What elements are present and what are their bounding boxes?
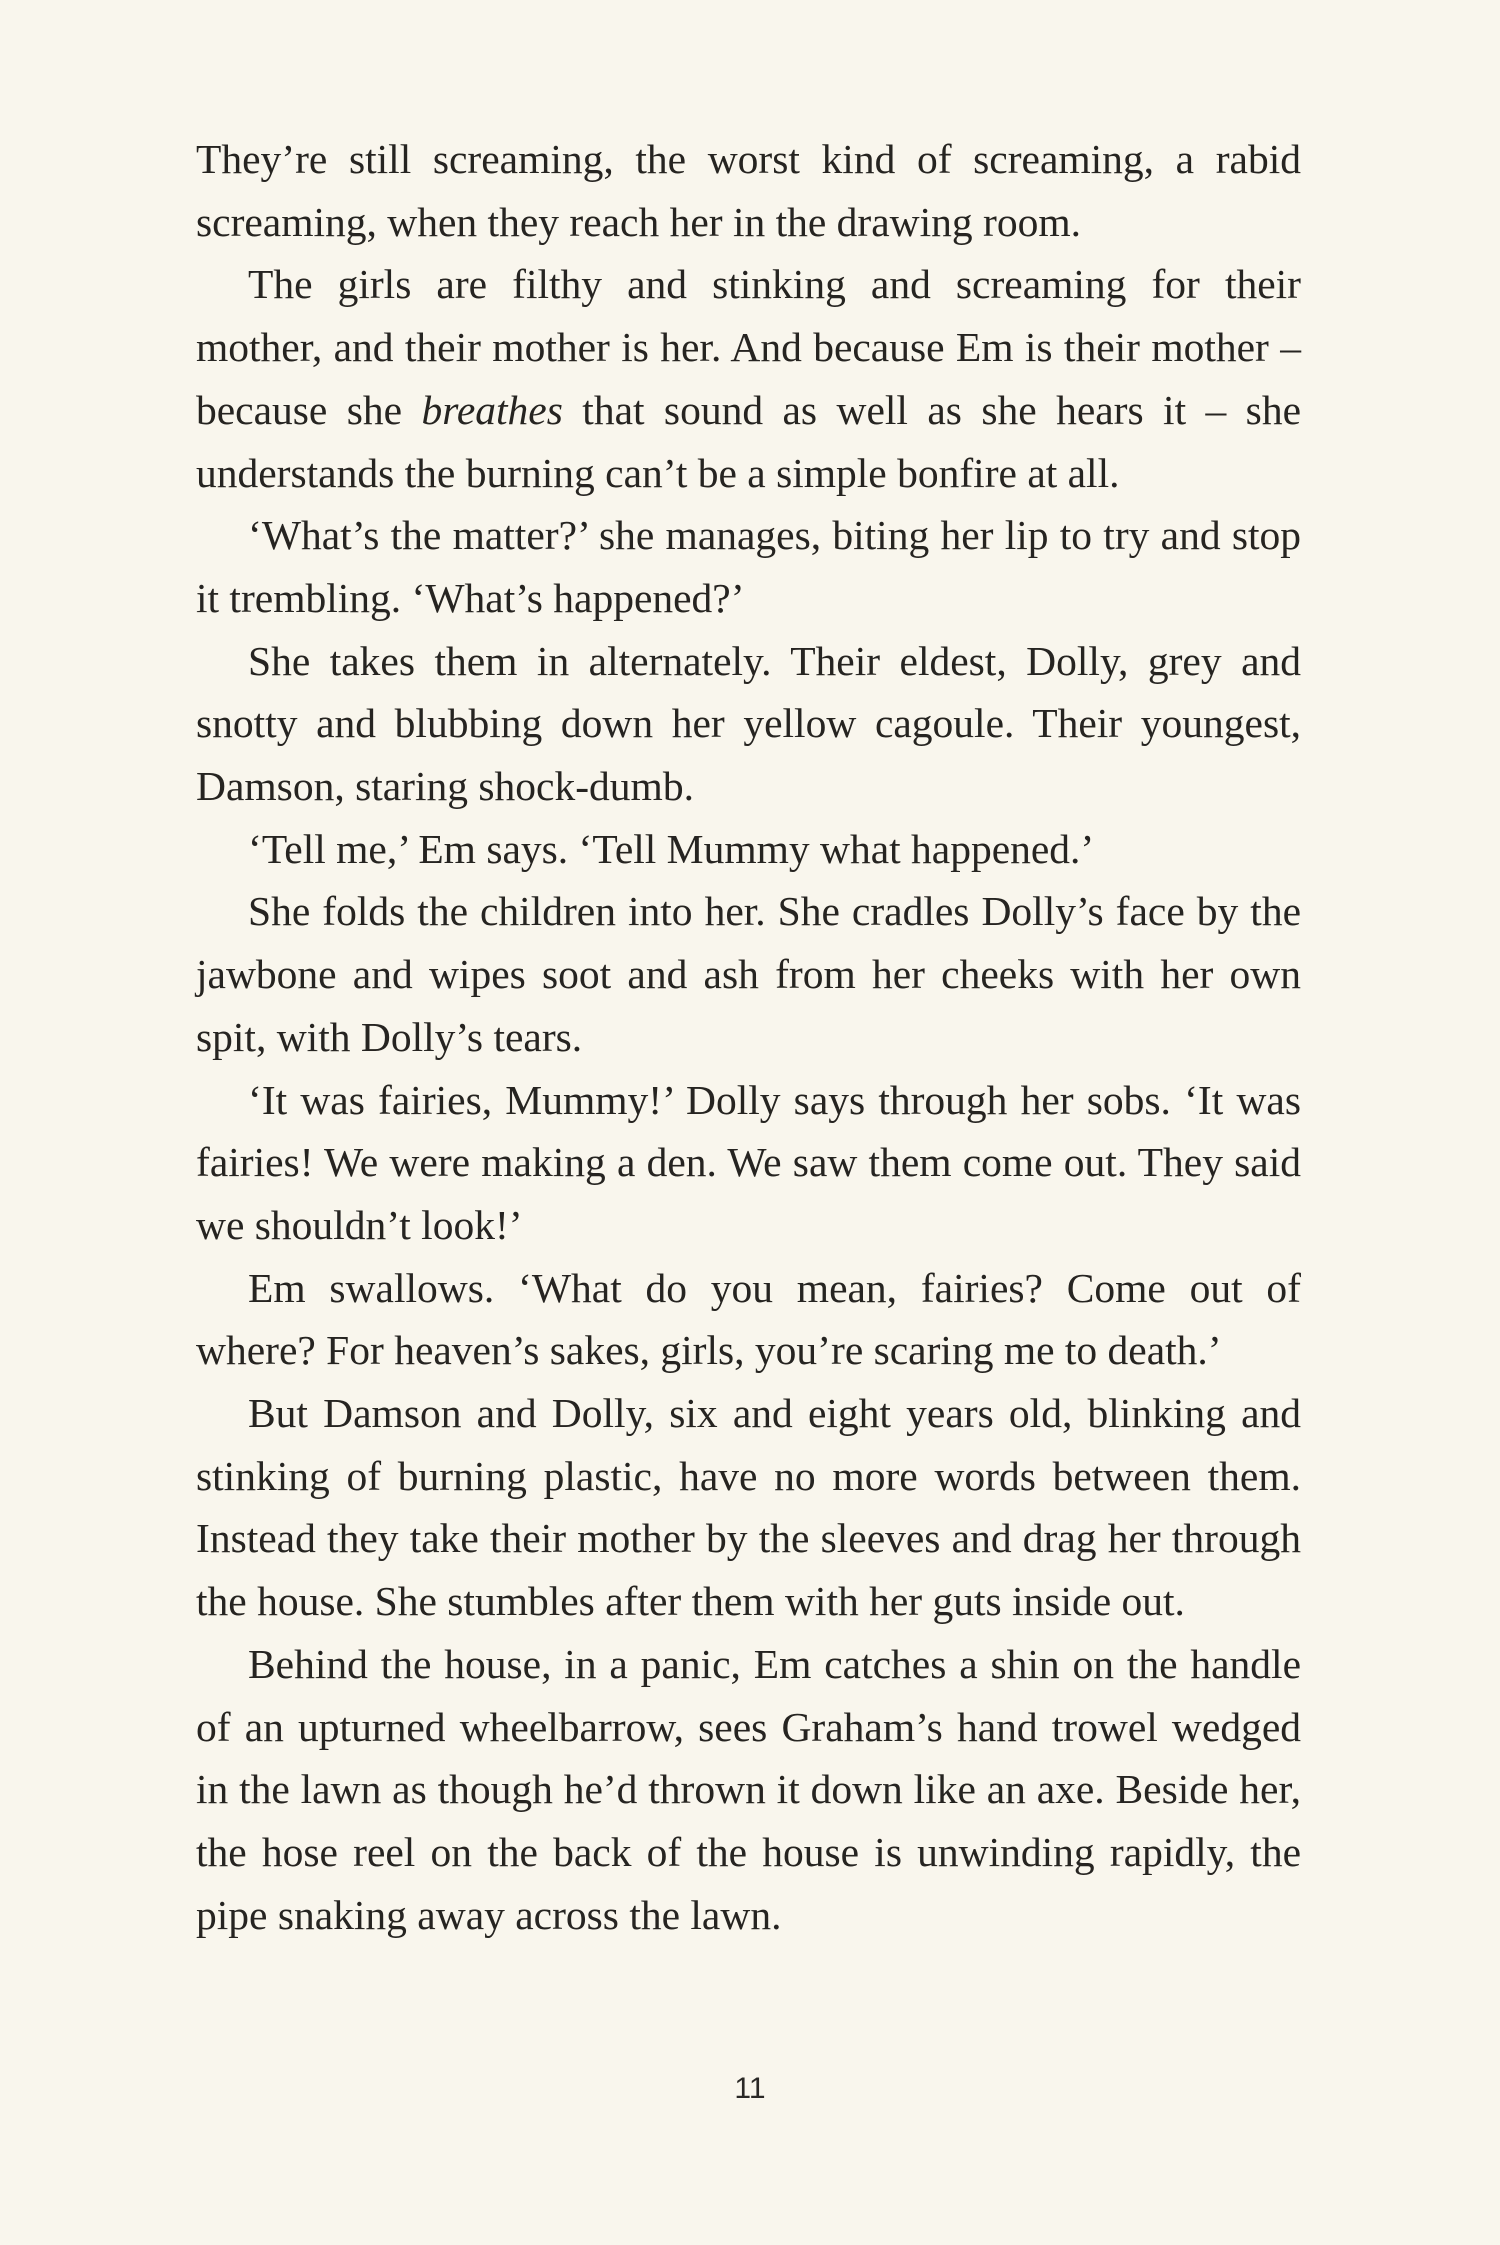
paragraph: ‘Tell me,’ Em says. ‘Tell Mummy what happened.’ — [248, 825, 1095, 872]
italic-emphasis: breathes — [421, 386, 563, 433]
paragraph: ‘It was fairies, Mummy!’ Dolly says through her sobs. ‘It was fairies! We were making a den. We saw them come out. They said we shouldn’t look!’ — [196, 1076, 1301, 1248]
paragraph: But Damson and Dolly, six and eight years old, blinking and stinking of burning plastic, have no more words between them. Instead they take their mother by the sleeves and drag her through the house. She stumbles after them with her guts inside out. — [196, 1390, 1301, 1625]
paragraph: She takes them in alternately. Their eldest, Dolly, grey and snotty and blubbing down her yellow cagoule. Their youngest, Damson, staring shock-dumb. — [196, 637, 1301, 810]
paragraph: They’re still screaming, the worst kind of screaming, a rabid screaming, when they reach her in the drawing room. — [196, 136, 1301, 245]
paragraph: The girls are filthy and stinking and screaming for their mother, and their mother is her. And because Em is their mother – because she breathes that sound as well as she hears it – she understands the burning can’t be a simple bonfire at all. — [196, 261, 1301, 496]
paragraph: She folds the children into her. She cradles Dolly’s face by the jawbone and wipes soot and ash from her cheeks with her own spit, with Dolly’s tears. — [196, 888, 1301, 1060]
paragraph: ‘What’s the matter?’ she manages, biting her lip to try and stop it trembling. ‘What’s happened?’ — [196, 512, 1301, 621]
paragraph: Behind the house, in a panic, Em catches a shin on the handle of an upturned wheelbarrow, sees Graham’s hand trowel wedged in the lawn as though he’d thrown it down like an axe. Beside her, the hose reel on the back of the house is unwinding rapidly, the pipe snaking away across the lawn. — [196, 1640, 1301, 1938]
paragraph: Em swallows. ‘What do you mean, fairies? Come out of where? For heaven’s sakes, girls, you’re scaring me to death.’ — [196, 1264, 1301, 1374]
body-text — [196, 128, 1301, 1946]
page-number: 11 — [734, 2072, 766, 2105]
